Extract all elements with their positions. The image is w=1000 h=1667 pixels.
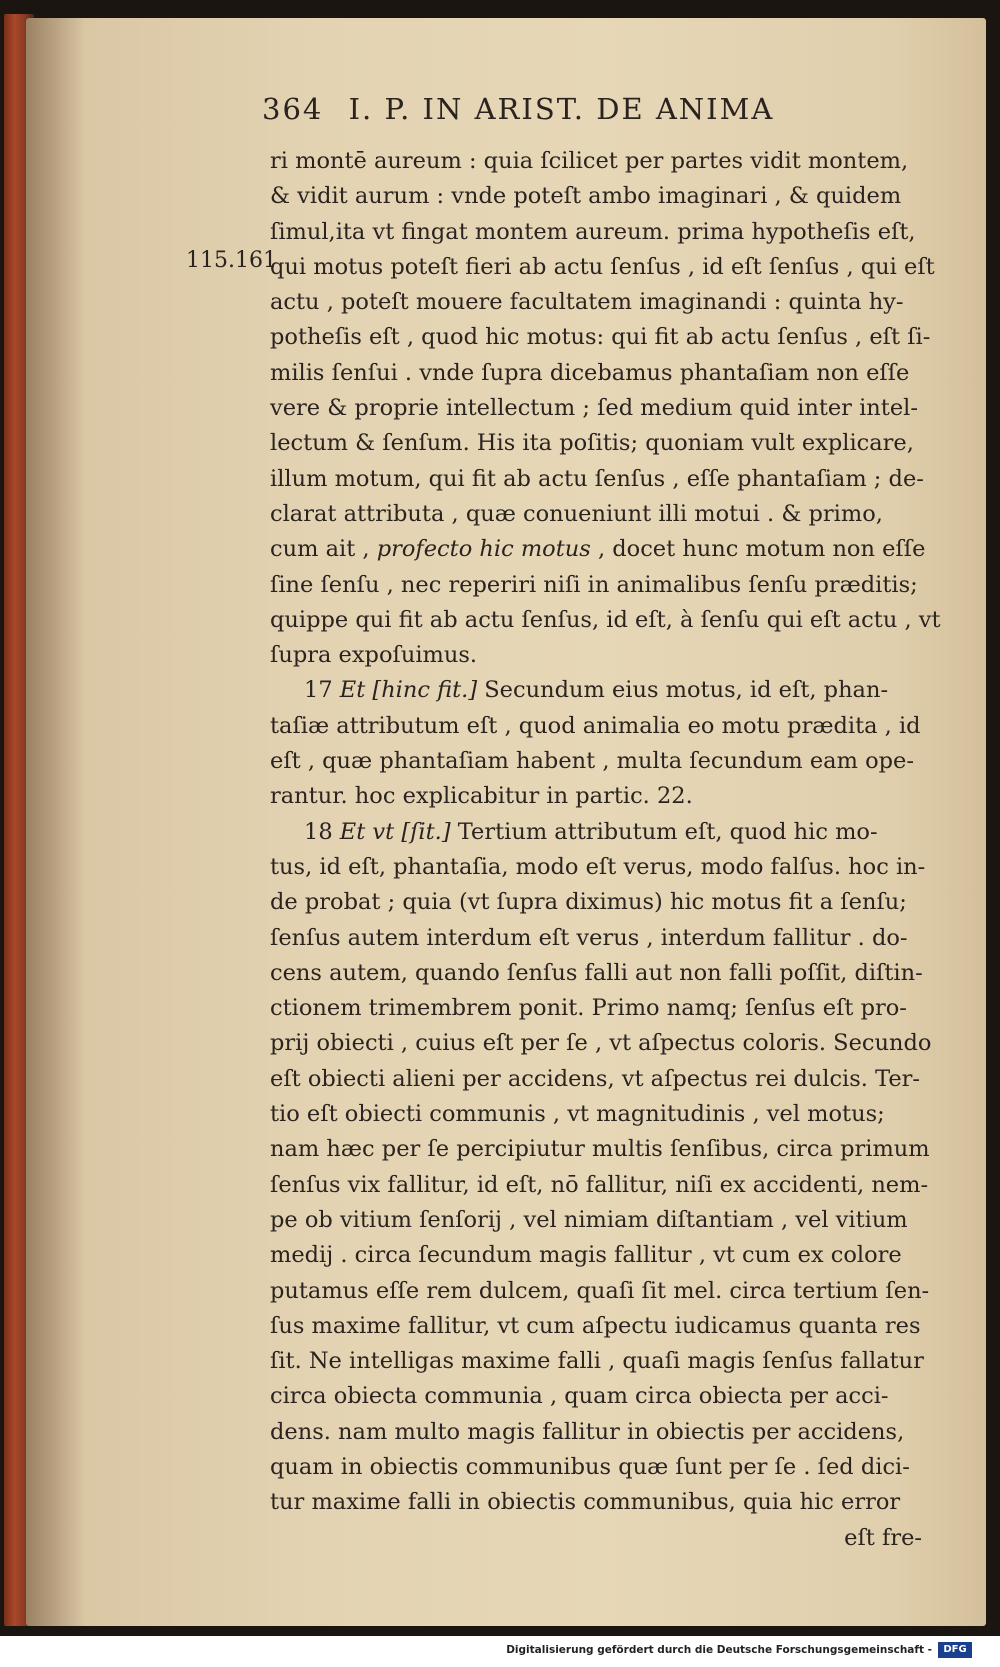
text-line: potheſis eſt , quod hic motus: qui fit ab actu ſenſus , eſt ſi-: [270, 324, 931, 351]
text-line: tus, id eſt, phantaſia, modo eſt verus, modo falſus. hoc in-: [270, 853, 926, 880]
text-line: ſit. Ne intelligas maxime falli , quaſi magis ſenſus fallatur: [270, 1348, 924, 1375]
lemma-italic: profecto hic motus: [376, 536, 591, 563]
text-line: circa obiecta communia , quam circa obiecta per acci-: [270, 1383, 889, 1410]
text-line: milis ſenſui . vnde ſupra dicebamus phantaſiam non eſſe: [270, 359, 910, 386]
text-line: [270, 532, 942, 567]
digitization-footer: [0, 1636, 1000, 1667]
spine-shadow: [26, 18, 86, 1626]
funding-notice: Digitalisierung gefördert durch die Deutsche Forschungsgemeinschaft -: [506, 1644, 932, 1656]
text-line: de probat ; quia (vt ſupra diximus) hic motus fit a ſenſu;: [270, 889, 907, 916]
lemma-italic: Et [hinc fit.]: [339, 677, 478, 704]
text-line: dens. nam multo magis fallitur in obiectis per accidens,: [270, 1418, 905, 1445]
paragraph-17-start: [270, 673, 942, 708]
text-line: tur maxime falli in obiectis communibus, quia hic error: [270, 1489, 901, 1516]
text-line: ctionem trimembrem ponit. Primo namq; ſenſus eſt pro-: [270, 995, 907, 1022]
text-line: ſenſus autem interdum eſt verus , interdum fallitur . do-: [270, 924, 908, 951]
page-number: 364: [262, 92, 324, 126]
dfg-logo: DFG: [938, 1642, 972, 1658]
text-segment: cum ait ,: [270, 536, 377, 563]
body-text: [270, 144, 942, 1556]
text-line: ſupra expoſuimus.: [270, 642, 478, 669]
text-line: qui motus poteſt fieri ab actu ſenſus , id eſt ſenſus , qui eſt: [270, 253, 935, 280]
text-segment: Secundum eius motus, id eſt, phan-: [477, 677, 889, 704]
text-line: eſt obiecti alieni per accidens, vt aſpectus rei dulcis. Ter-: [270, 1065, 921, 1092]
text-line: ri montē aureum : quia ſcilicet per partes vidit montem,: [270, 148, 909, 174]
running-head-title: I. P. IN ARIST. DE ANIMA: [348, 92, 775, 126]
text-line: pe ob vitium ſenſorij , vel nimiam diſtantiam , vel vitium: [270, 1206, 908, 1233]
text-line: vere & proprie intellectum ; ſed medium quid inter intel-: [270, 395, 918, 422]
text-line: tio eſt obiecti communis , vt magnitudinis , vel motus;: [270, 1101, 885, 1128]
catchword: eſt fre-: [844, 1524, 922, 1551]
text-line: nam hæc per ſe percipiutur multis ſenſibus, circa primum: [270, 1136, 930, 1163]
text-line: ſenſus vix fallitur, id eſt, nō fallitur, niſi ex accidenti, nem-: [270, 1171, 929, 1198]
text-line: medij . circa ſecundum magis fallitur , vt cum ex colore: [270, 1242, 902, 1269]
text-line: lectum & ſenſum. His ita poſitis; quoniam vult explicare,: [270, 430, 914, 457]
text-line: ſus maxime fallitur, vt cum aſpectu iudicamus quanta res: [270, 1312, 921, 1339]
text-line: rantur. hoc explicabitur in partic. 22.: [270, 783, 693, 810]
text-line: ſine ſenſu , nec reperiri niſi in animalibus ſenſu præditis;: [270, 571, 918, 598]
text-line: quam in obiectis communibus quæ ſunt per ſe . ſed dici-: [270, 1453, 910, 1480]
text-line: putamus eſſe rem dulcem, quaſi ſit mel. circa tertium ſen-: [270, 1277, 930, 1304]
paragraph-number: 17: [304, 677, 333, 704]
text-line: quippe qui fit ab actu ſenſus, id eſt, à ſenſu qui eſt actu , vt: [270, 606, 941, 633]
text-line: illum motum, qui fit ab actu ſenſus , eſſe phantaſiam ; de-: [270, 465, 924, 492]
text-line: & vidit aurum : vnde poteſt ambo imaginari , & quidem: [270, 183, 902, 210]
running-header: [262, 92, 774, 126]
margin-note: 115.161: [186, 248, 277, 273]
text-line: actu , poteſt mouere facultatem imaginandi : quinta hy-: [270, 289, 904, 316]
text-line: eſt , quæ phantaſiam habent , multa ſecundum eam ope-: [270, 748, 914, 775]
text-line: taſiæ attributum eſt , quod animalia eo motu prædita , id: [270, 712, 921, 739]
text-segment: Tertium attributum eſt, quod hic mo-: [450, 818, 878, 845]
text-line: clarat attributa , quæ conueniunt illi motui . & primo,: [270, 500, 883, 527]
text-segment: , docet hunc motum non eſſe: [590, 536, 926, 563]
paragraph-18-start: [270, 815, 942, 850]
text-line: prij obiecti , cuius eſt per ſe , vt aſpectus coloris. Secundo: [270, 1030, 932, 1057]
text-line: cens autem, quando ſenſus falli aut non falli poſſit, diſtin-: [270, 959, 923, 986]
lemma-italic: Et vt [ſit.]: [339, 818, 451, 845]
text-line: ſimul,ita vt fingat montem aureum. prima hypotheſis eſt,: [270, 218, 916, 245]
paragraph-number: 18: [304, 818, 333, 845]
